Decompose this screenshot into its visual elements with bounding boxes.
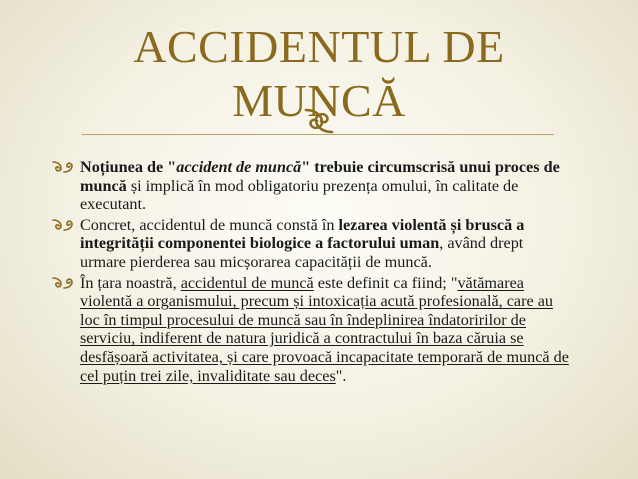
- bullet-text-segment: vătămarea violentă a organismului, precum și intoxicația acută profesională, care au loc în timpul procesului de muncă sau în îndeplinirea îndatoririlor de serviciu, indiferent de natura juridică a contractului în baza căruia se desfășoară activitatea, și care provoacă incapacitate temporară de muncă de cel puțin trei zile, invaliditate sau deces: [80, 273, 569, 385]
- fleuron-icon: [300, 104, 338, 138]
- bullet-item: [52, 216, 570, 272]
- bullet-text-segment: este definit ca fiind; ": [313, 273, 458, 292]
- bullet-item: [52, 274, 570, 386]
- bullet-text-segment: lezarea violentă și bruscă a integrității componentei biologice a factorului uman: [80, 215, 525, 253]
- bullet-text-segment: , având drept urmare pierderea sau micșorarea capacității de muncă.: [80, 234, 524, 271]
- double-swirl-bullet-icon: [52, 218, 74, 232]
- bullet-list: [52, 158, 570, 387]
- bullet-text: [80, 216, 524, 271]
- bullet-text-segment: și implică în mod obligatoriu prezența omului, în calitate de executant.: [80, 176, 519, 214]
- slide-title: ACCIDENTUL DE MUNCĂ: [133, 21, 505, 126]
- bullet-text-segment: Concret, accidentul de muncă constă în: [80, 215, 339, 234]
- bullet-text-segment: accidentul de muncă: [180, 273, 314, 292]
- bullet-text-segment: În țara noastră,: [80, 273, 181, 292]
- double-swirl-bullet-icon: [52, 276, 74, 290]
- bullet-text-segment: " trebuie circumscrisă unui proces de muncă: [80, 158, 560, 195]
- bullet-text-segment: ".: [335, 366, 347, 385]
- bullet-item: [52, 158, 570, 214]
- bullet-text: [80, 158, 560, 213]
- bullet-text: [80, 274, 569, 385]
- double-swirl-bullet-icon: [52, 160, 74, 174]
- bullet-text-segment: accident de muncă: [176, 158, 302, 176]
- bullet-text-segment: Noțiunea de ": [80, 158, 177, 176]
